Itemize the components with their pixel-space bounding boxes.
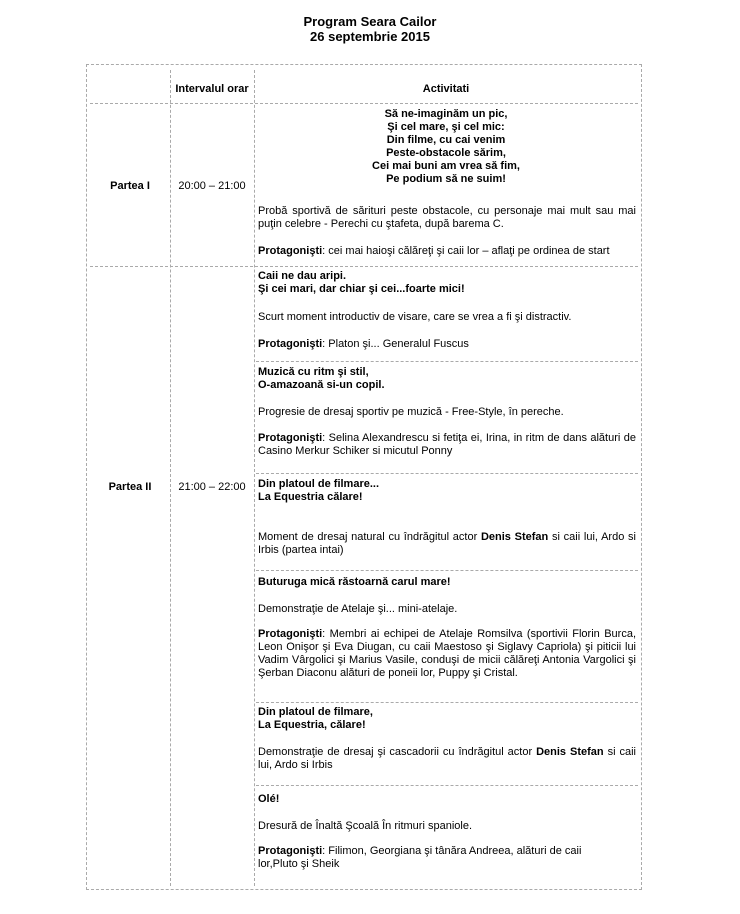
protagonists-label: Protagonişti [258, 432, 322, 444]
activity-block-5 [258, 706, 636, 772]
activity-block-1 [258, 270, 636, 351]
block-divider-2 [256, 473, 638, 474]
protagonists-text: : cei mai haioşi călăreţi şi caii lor – aflaţi pe ordinea de start [322, 245, 609, 257]
block-heading: Olé! [258, 793, 636, 806]
part2-label: Partea II [90, 481, 170, 494]
poem-line: Cei mai buni am vrea să fim, [256, 160, 636, 173]
header-activities: Activitati [256, 83, 636, 96]
part1-time: 20:00 – 21:00 [170, 180, 254, 193]
protagonists-label: Protagonişti [258, 845, 322, 857]
protagonists-label: Protagonişti [258, 245, 322, 257]
block-divider-1 [256, 361, 638, 362]
block-description: Demonstraţie de Atelaje şi... mini-atelaje. [258, 603, 636, 616]
description-text: Moment de dresaj natural cu îndrăgitul actor [258, 531, 481, 543]
header-interval: Intervalul orar [170, 83, 254, 96]
part1-poem [256, 108, 636, 186]
block-protagonists [258, 845, 618, 871]
description-text: Demonstraţie de dresaj şi cascadorii cu îndrăgitul actor [258, 746, 536, 758]
protagonists-text: : Membri ai echipei de Atelaje Romsilva (sportivii Florin Burca, Leon Onişor şi Eva Diugan, cu caii Maestoso şi Siglavy Capriola) şi piticii lui Vadim Vârgolici şi Marius Vasile, conduşi de micii călăreţi Antonia Vargolici şi Şerban Diaconu alături de poneii lor, Puppy şi Cristal. [258, 628, 636, 679]
column-divider-2 [254, 70, 255, 886]
block-description: Progresie de dresaj sportiv pe muzică - Free-Style, în pereche. [258, 406, 636, 419]
protagonists-text: : Selina Alexandrescu si fetiţa ei, Irina, in ritm de dans alături de Casino Merkur Schiker si micutul Ponny [258, 432, 636, 457]
part1-label: Partea I [90, 180, 170, 193]
title-line-1: Program Seara Cailor [0, 14, 740, 29]
description-text: si caii lui, Ardo si Irbis [258, 746, 636, 771]
block-divider-4 [256, 702, 638, 703]
actor-name: Denis Stefan [536, 746, 604, 758]
activity-block-4 [258, 576, 636, 680]
title-line-2: 26 septembrie 2015 [0, 29, 740, 44]
block-protagonists [258, 628, 636, 680]
block-description [258, 531, 636, 557]
document-title [0, 14, 740, 44]
block-description: Dresură de Înaltă Şcoală În ritmuri spaniole. [258, 820, 636, 833]
block-heading: La Equestria, călare! [258, 719, 636, 732]
block-heading: Muzică cu ritm şi stil, [258, 366, 636, 379]
protagonists-text: : Platon şi... Generalul Fuscus [322, 338, 469, 350]
block-divider-5 [256, 785, 638, 786]
header-bottom-line [90, 103, 638, 104]
poem-line: Pe podium să ne suim! [256, 173, 636, 186]
block-heading: Din platoul de filmare, [258, 706, 636, 719]
poem-line: Şi cel mare, şi cel mic: [256, 121, 636, 134]
block-heading: Caii ne dau aripi. [258, 270, 636, 283]
block-heading: O-amazoană si-un copil. [258, 379, 636, 392]
poem-line: Peste-obstacole sărim, [256, 147, 636, 160]
actor-name: Denis Stefan [481, 531, 548, 543]
poem-line: Din filme, cu cai venim [256, 134, 636, 147]
poem-line: Să ne-imaginăm un pic, [256, 108, 636, 121]
description-text: si caii lui, Ardo si Irbis (partea intai) [258, 531, 636, 556]
block-description: Scurt moment introductiv de visare, care se vrea a fi şi distractiv. [258, 311, 636, 324]
activity-block-6 [258, 793, 636, 871]
block-heading: Buturuga mică răstoarnă carul mare! [258, 576, 636, 589]
protagonists-label: Protagonişti [258, 628, 322, 640]
part1-protagonists [258, 245, 636, 258]
part1-description: Probă sportivă de sărituri peste obstacole, cu personaje mai mult sau mai puţin celebre - Perechi cu ştafeta, după barema C. [258, 205, 636, 231]
block-heading: Din platoul de filmare... [258, 478, 636, 491]
activity-block-3 [258, 478, 636, 557]
block-protagonists [258, 338, 636, 351]
block-description [258, 746, 636, 772]
block-heading: La Equestria călare! [258, 491, 636, 504]
part-divider-line [90, 266, 638, 267]
activity-block-2 [258, 366, 636, 458]
protagonists-text: : Filimon, Georgiana şi tânăra Andreea, alături de caii lor,Pluto şi Sheik [258, 845, 581, 870]
protagonists-label: Protagonişti [258, 338, 322, 350]
block-divider-3 [256, 570, 638, 571]
part2-time: 21:00 – 22:00 [170, 481, 254, 494]
block-protagonists [258, 432, 636, 458]
block-heading: Şi cei mari, dar chiar şi cei...foarte mici! [258, 283, 636, 296]
